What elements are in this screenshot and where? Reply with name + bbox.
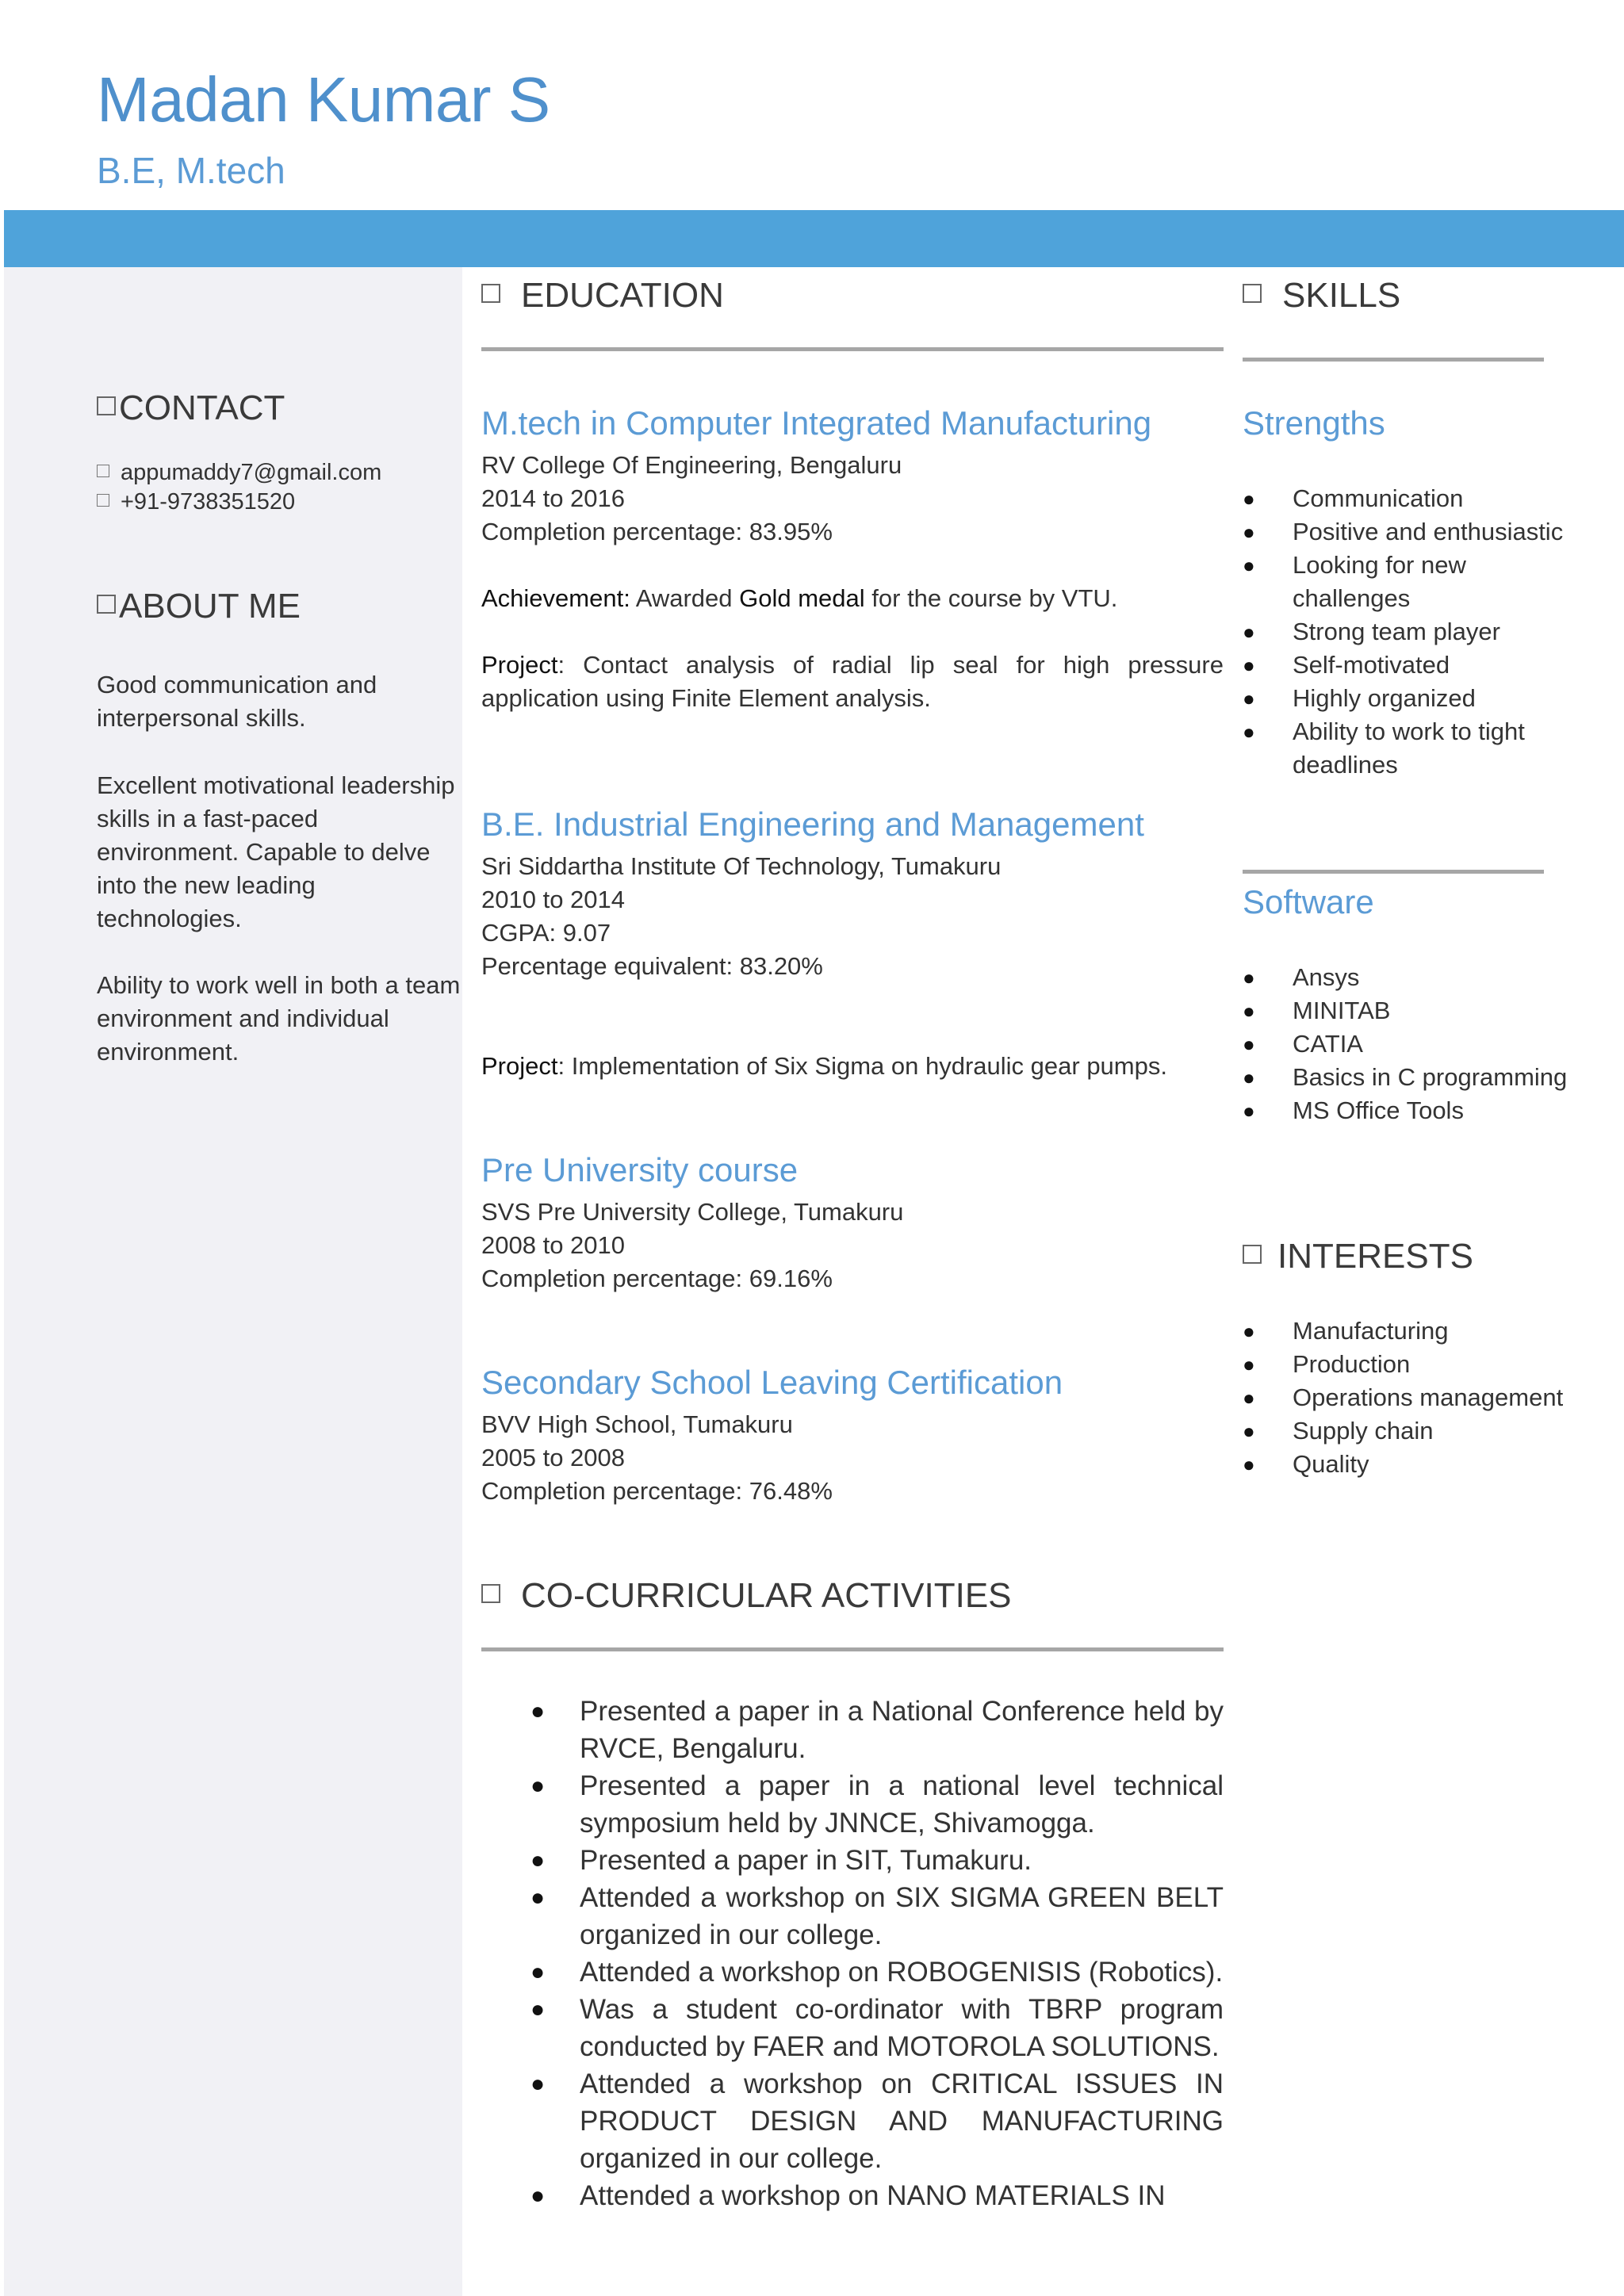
bullet-icon: ●: [1243, 720, 1255, 744]
bullet-icon: ●: [1243, 1319, 1255, 1343]
list-item-text: Strong team player: [1293, 618, 1500, 645]
years: 2010 to 2014: [481, 886, 626, 913]
bullet-icon: ●: [530, 2071, 546, 2097]
section-divider: [1243, 870, 1544, 874]
contact-email-text: appumaddy7@gmail.com: [121, 460, 382, 485]
list-item-text: Self-motivated: [1293, 651, 1450, 679]
list-item-text: Production: [1293, 1350, 1411, 1378]
cocurricular-heading: [481, 1576, 1012, 1616]
list-item-text: Looking for new challenges: [1293, 551, 1466, 612]
list-item: [1243, 682, 1576, 715]
email-icon: [97, 465, 109, 477]
checkbox-square-icon: [97, 396, 116, 415]
list-item-text: Basics in C programming: [1293, 1063, 1568, 1091]
bullet-icon: ●: [1243, 1452, 1255, 1476]
bullet-icon: ●: [1243, 999, 1255, 1023]
institution: BVV High School, Tumakuru: [481, 1410, 793, 1438]
list-item-text: Positive and enthusiastic: [1293, 518, 1564, 545]
years: 2014 to 2016: [481, 484, 626, 512]
bullet-icon: ●: [1243, 1066, 1255, 1089]
list-item: [1243, 1348, 1576, 1381]
cocurricular-list: [481, 1693, 1224, 2214]
bullet-icon: ●: [1243, 1032, 1255, 1056]
list-item-text: Presented a paper in a National Conference held by RVCE, Bengaluru.: [580, 1696, 1224, 1764]
interests-list: [1243, 1314, 1576, 1481]
about-paragraph: Ability to work well in both a team environment and individual environment.: [97, 971, 461, 1066]
list-item: [1243, 515, 1576, 549]
education-heading-label: EDUCATION: [521, 276, 724, 315]
project: [481, 1050, 1224, 1083]
bullet-icon: ●: [530, 2183, 546, 2209]
checkbox-square-icon: [97, 595, 116, 614]
institution: Sri Siddartha Institute Of Technology, Tumakuru: [481, 852, 1002, 880]
project-text: : Contact analysis of radial lip seal for high pressure application using Finite Element analysis.: [481, 651, 1224, 712]
bullet-icon: ●: [1243, 520, 1255, 544]
bullet-icon: ●: [1243, 1353, 1255, 1376]
left-sidebar: [4, 267, 462, 2296]
education-heading: [481, 276, 724, 316]
list-item: [1243, 1381, 1576, 1414]
skills-heading: [1243, 276, 1400, 316]
interests-heading: [1243, 1237, 1473, 1276]
bullet-icon: ●: [1243, 620, 1255, 644]
about-paragraph: Excellent motivational leadership skills in a fast-paced environment. Capable to delve into the new leading technologies.: [97, 771, 455, 932]
list-item: [481, 1954, 1224, 1991]
list-item-text: Ability to work to tight deadlines: [1293, 718, 1525, 779]
list-item: [1243, 1314, 1576, 1348]
checkbox-square-icon: [481, 1584, 500, 1603]
bullet-icon: ●: [530, 1996, 546, 2022]
institution: SVS Pre University College, Tumakuru: [481, 1198, 904, 1226]
about-heading: [97, 587, 301, 626]
checkbox-square-icon: [1243, 1245, 1262, 1264]
achievement: [481, 582, 1224, 615]
list-item: [1243, 649, 1576, 682]
contact-email: [97, 460, 381, 486]
list-item: [481, 1842, 1224, 1879]
software-list: [1243, 961, 1576, 1127]
list-item: [1243, 1414, 1576, 1448]
software-heading: Software: [1243, 883, 1374, 920]
score: Completion percentage: 83.95%: [481, 518, 833, 545]
list-item-text: Attended a workshop on SIX SIGMA GREEN BELT organized in our college.: [580, 1882, 1224, 1950]
candidate-name: Madan Kumar S: [97, 64, 550, 135]
bullet-icon: ●: [1243, 966, 1255, 989]
list-item: [1243, 961, 1576, 994]
list-item: [1243, 1061, 1576, 1094]
cocurricular-heading-label: CO-CURRICULAR ACTIVITIES: [521, 1576, 1012, 1615]
bullet-icon: ●: [530, 1698, 546, 1724]
interests-heading-label: INTERESTS: [1277, 1237, 1473, 1276]
institution: RV College Of Engineering, Bengaluru: [481, 451, 902, 479]
skills-heading-label: SKILLS: [1282, 276, 1401, 315]
score: Completion percentage: 76.48%: [481, 1477, 833, 1505]
list-item-text: Operations management: [1293, 1383, 1564, 1411]
bullet-icon: ●: [530, 1773, 546, 1799]
bullet-icon: ●: [530, 1885, 546, 1911]
section-divider: [481, 347, 1224, 351]
contact-phone: [97, 489, 295, 515]
achievement-pre: Awarded: [630, 584, 740, 612]
candidate-degree: B.E, M.tech: [97, 150, 285, 191]
header-accent-bar: [4, 210, 1624, 267]
section-divider: [481, 1647, 1224, 1651]
list-item-text: Presented a paper in SIT, Tumakuru.: [580, 1845, 1032, 1876]
list-item-text: Manufacturing: [1293, 1317, 1449, 1345]
list-item: [481, 1879, 1224, 1954]
list-item: [1243, 549, 1576, 615]
achievement-label: Achievement:: [481, 584, 630, 612]
years: 2008 to 2010: [481, 1231, 626, 1259]
list-item: [481, 2177, 1224, 2214]
bullet-icon: ●: [1243, 1386, 1255, 1410]
list-item: [1243, 994, 1576, 1027]
list-item: [481, 1693, 1224, 1767]
project-label: Project: [481, 1052, 558, 1080]
list-item-text: MINITAB: [1293, 997, 1391, 1024]
list-item-text: Attended a workshop on ROBOGENISIS (Robotics).: [580, 1957, 1224, 1988]
degree-title-puc: Pre University course: [481, 1151, 799, 1188]
strengths-heading: Strengths: [1243, 404, 1385, 442]
phone-icon: [97, 494, 109, 507]
score: Percentage equivalent: 83.20%: [481, 952, 823, 980]
list-item-text: CATIA: [1293, 1030, 1363, 1058]
about-heading-label: ABOUT ME: [119, 587, 301, 626]
bullet-icon: ●: [1243, 1099, 1255, 1123]
degree-title-mtech: M.tech in Computer Integrated Manufacturing: [481, 404, 1152, 442]
list-item: [1243, 1027, 1576, 1061]
list-item: [1243, 615, 1576, 649]
checkbox-square-icon: [1243, 284, 1262, 303]
project: [481, 649, 1224, 715]
list-item: [1243, 715, 1576, 782]
bullet-icon: ●: [1243, 1419, 1255, 1443]
list-item-text: MS Office Tools: [1293, 1096, 1464, 1124]
degree-title-be: B.E. Industrial Engineering and Management: [481, 806, 1144, 843]
list-item: [481, 1767, 1224, 1842]
degree-title-sslc: Secondary School Leaving Certification: [481, 1364, 1063, 1401]
section-divider: [1243, 358, 1544, 362]
list-item-text: Quality: [1293, 1450, 1369, 1478]
about-paragraph: Good communication and interpersonal skills.: [97, 671, 377, 732]
years: 2005 to 2008: [481, 1444, 626, 1471]
list-item: [481, 2065, 1224, 2177]
bullet-icon: ●: [530, 1959, 546, 1985]
list-item-text: Communication: [1293, 484, 1464, 512]
bullet-icon: ●: [1243, 487, 1255, 511]
contact-phone-text: +91-9738351520: [121, 489, 296, 515]
bullet-icon: ●: [1243, 687, 1255, 710]
checkbox-square-icon: [481, 284, 500, 303]
contact-heading: [97, 388, 285, 428]
bullet-icon: ●: [530, 1847, 546, 1873]
list-item: [1243, 1448, 1576, 1481]
list-item-text: Was a student co-ordinator with TBRP program conducted by FAER and MOTOROLA SOLUTIONS.: [580, 1994, 1224, 2062]
bullet-icon: ●: [1243, 553, 1255, 577]
score: Completion percentage: 69.16%: [481, 1265, 833, 1292]
list-item: [1243, 482, 1576, 515]
achievement-post: for the course by VTU.: [864, 584, 1118, 612]
strengths-list: [1243, 482, 1576, 782]
list-item-text: Highly organized: [1293, 684, 1476, 712]
contact-heading-label: CONTACT: [119, 388, 285, 427]
list-item: [1243, 1094, 1576, 1127]
list-item-text: Ansys: [1293, 963, 1360, 991]
list-item-text: Presented a paper in a national level technical symposium held by JNNCE, Shivamogga.: [580, 1770, 1224, 1839]
list-item-text: Attended a workshop on NANO MATERIALS IN: [580, 2180, 1166, 2211]
bullet-icon: ●: [1243, 653, 1255, 677]
list-item: [481, 1991, 1224, 2065]
project-label: Project: [481, 651, 558, 679]
cgpa: CGPA: 9.07: [481, 919, 611, 947]
list-item-text: Attended a workshop on CRITICAL ISSUES IN PRODUCT DESIGN AND MANUFACTURING organized in our college.: [580, 2068, 1224, 2174]
achievement-highlight: Gold medal: [739, 584, 865, 612]
list-item-text: Supply chain: [1293, 1417, 1434, 1445]
project-text: : Implementation of Six Sigma on hydraulic gear pumps.: [557, 1052, 1167, 1080]
